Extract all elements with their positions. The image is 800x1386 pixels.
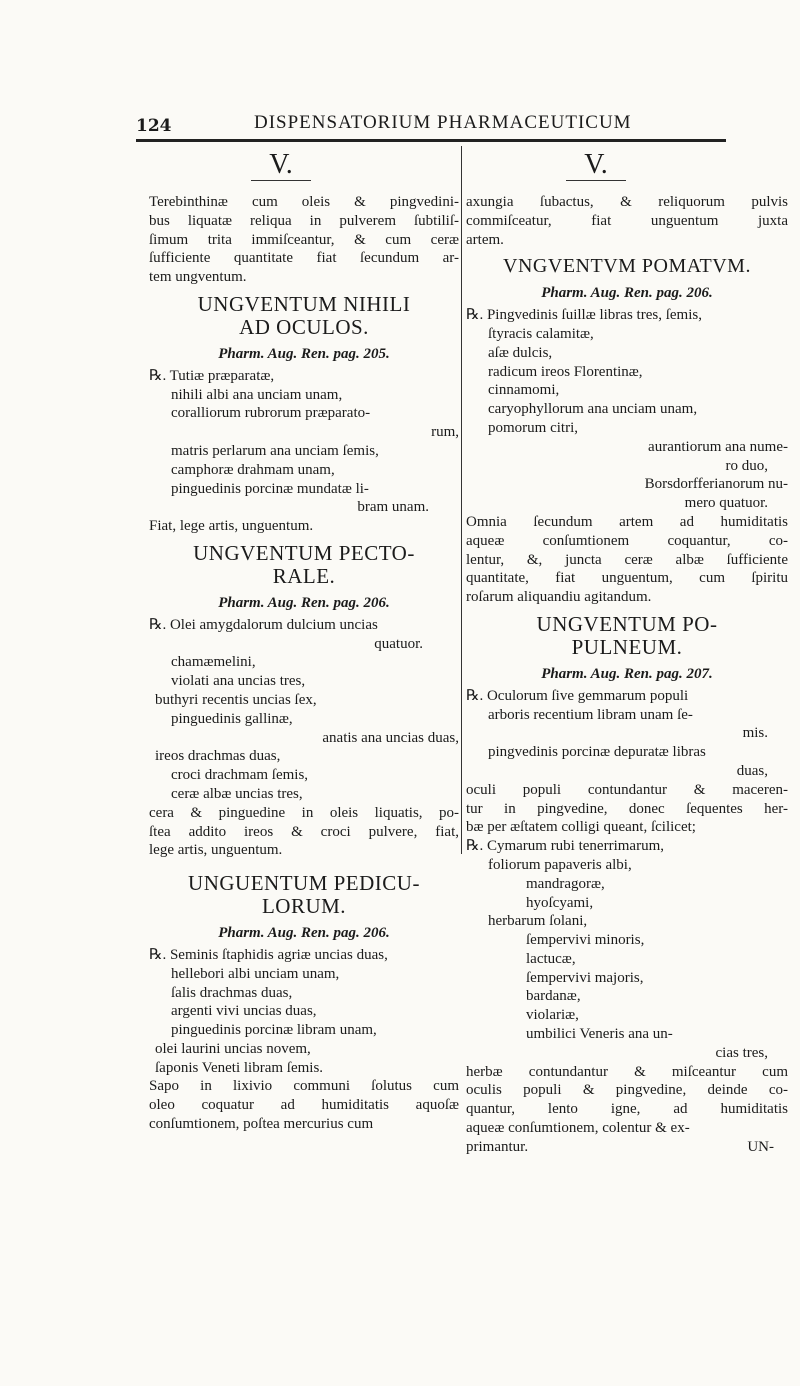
recipe-ingredient: hyoſcyami, <box>526 894 594 911</box>
recipe-ingredient: mis. <box>742 725 768 742</box>
recipe-ingredient: ſempervivi majoris, <box>526 969 644 986</box>
recipe-ingredient: bram unam. <box>357 499 429 516</box>
heading-line: UNGUENTUM PEDICU- <box>188 871 420 896</box>
text-line: ſufficiente quantitate fiat ſecundum ar- <box>149 250 459 267</box>
text-line: cera & pinguedine in oleis liquatis, po- <box>149 804 459 821</box>
recipe-ingredient: quatuor. <box>374 635 423 652</box>
recipe-ingredient: aurantiorum ana nume- <box>648 438 788 455</box>
section-heading <box>149 293 459 339</box>
heading-line: LORUM. <box>261 894 347 919</box>
text-line: Omnia ſecundum artem ad humiditatis <box>466 513 788 530</box>
text-line: herbæ contundantur & miſceantur cum <box>466 1063 788 1080</box>
recipe-ingredient: pinguedinis porcinæ libram unam, <box>171 1022 377 1039</box>
instruction <box>466 1063 788 1138</box>
text-line: quantitate, fiat unguentum, cum ſpiritu <box>466 570 788 587</box>
recipe-ingredient: hellebori albi unciam unam, <box>171 965 340 982</box>
text-line: oleo coquatur ad humiditatis aquoſæ <box>149 1097 459 1114</box>
recipe-ingredient: caryophyllorum ana unciam unam, <box>488 401 698 418</box>
recipe-ingredient: ℞. Olei amygdalorum dulcium uncias <box>149 616 378 633</box>
text-line: aqueæ conſumtionem coquantur, co- <box>466 532 788 549</box>
running-title: DISPENSATORIUM PHARMACEUTICUM <box>254 112 632 133</box>
intro-paragraph <box>149 193 459 287</box>
recipe-list <box>466 687 788 781</box>
instruction <box>466 781 788 837</box>
recipe-ingredient: coralliorum rubrorum præparato- <box>171 405 371 422</box>
text-line: ſtea addito ireos & croci pulvere, fiat, <box>149 823 459 840</box>
recipe-ingredient: violati ana uncias tres, <box>171 673 306 690</box>
recipe-ingredient: cinnamomi, <box>488 382 560 399</box>
header-rule <box>136 139 726 142</box>
recipe-ingredient: ℞. Seminis ſtaphidis agriæ uncias duas, <box>149 946 388 963</box>
page-number: 124 <box>136 116 172 136</box>
recipe-ingredient: ſaponis Veneti libram ſemis. <box>155 1059 324 1076</box>
heading-line: VNGVENTVM POMATVM. <box>503 255 751 278</box>
instruction: Fiat, lege artis, unguentum. <box>149 518 314 535</box>
heading-line: UNGVENTUM PECTO- <box>193 540 415 565</box>
instruction <box>149 1077 459 1133</box>
column-divider <box>461 146 462 854</box>
instruction <box>149 804 459 860</box>
right-column <box>466 150 788 1157</box>
recipe-ingredient: pomorum citri, <box>488 419 578 436</box>
text-line: Terebinthinæ cum oleis & pingvedini- <box>149 194 459 210</box>
recipe-ingredient: cias tres, <box>715 1044 768 1061</box>
recipe-ingredient: radicum ireos Florentinæ, <box>488 363 643 380</box>
text-line: lege artis, unguentum. <box>149 842 283 859</box>
recipe-ingredient: ſtyracis calamitæ, <box>488 325 594 342</box>
recipe-ingredient: foliorum papaveris albi, <box>488 856 632 873</box>
text-line: bæ per æſtatem colligi queant, ſcilicet; <box>466 819 696 836</box>
heading-line: UNGVENTUM PO- <box>536 611 718 636</box>
text-line: ſimum trita immiſceantur, & cum ceræ <box>149 231 459 248</box>
pharmacopoeia-reference: Pharm. Aug. Ren. pag. 206. <box>218 594 390 611</box>
recipe-ingredient: violariæ, <box>526 1007 579 1024</box>
recipe-list <box>466 306 788 513</box>
recipe-ingredient: ℞. Pingvedinis ſuillæ libras tres, ſemis, <box>466 307 702 324</box>
recipe-ingredient: aſæ dulcis, <box>488 344 553 361</box>
text-line: tem ungventum. <box>149 269 247 286</box>
recipe-ingredient: croci drachmam ſemis, <box>171 767 309 784</box>
text-line: Sapo in lixivio communi ſolutus cum <box>149 1078 459 1095</box>
recipe-ingredient: mero quatuor. <box>684 495 768 512</box>
closing-text: primantur. <box>466 1138 529 1155</box>
text-line: axungia ſubactus, & reliquorum pulvis <box>466 194 788 210</box>
recipe-ingredient: chamæmelini, <box>171 654 256 671</box>
text-line: artem. <box>466 231 504 248</box>
recipe-ingredient: pinguedinis gallinæ, <box>171 710 293 727</box>
intro-paragraph <box>466 193 788 249</box>
text-line: aqueæ conſumtionem, colentur & ex- <box>466 1120 690 1137</box>
text-line: commiſceatur, fiat unguentum juxta <box>466 212 788 229</box>
pharmacopoeia-reference: Pharm. Aug. Ren. pag. 206. <box>218 925 390 942</box>
recipe-ingredient: olei laurini uncias novem, <box>155 1040 311 1057</box>
recipe-ingredient: ℞. Cymarum rubi tenerrimarum, <box>466 838 664 855</box>
catchword: UN- <box>747 1138 774 1155</box>
recipe-ingredient: ro duo, <box>725 457 768 474</box>
recipe-ingredient: duas, <box>736 762 768 779</box>
heading-line: RALE. <box>272 563 336 588</box>
recipe-ingredient: mandragoræ, <box>526 875 605 892</box>
heading-line: PULNEUM. <box>571 634 683 659</box>
left-column <box>149 150 459 1134</box>
text-line: lentur, &, juncta ceræ albæ ſufficiente <box>466 551 788 568</box>
text-line: conſumtionem, poſtea mercurius cum <box>149 1116 374 1133</box>
final-line <box>466 1138 788 1157</box>
column-letter: V. <box>566 150 626 181</box>
recipe-list <box>149 367 459 517</box>
text-line: tur in pingvedine, donec ſequentes her- <box>466 800 788 817</box>
recipe-ingredient: anatis ana uncias duas, <box>322 729 459 746</box>
recipe-ingredient: ℞. Tutiæ præparatæ, <box>149 367 275 384</box>
recipe-ingredient: ireos drachmas duas, <box>155 748 281 765</box>
recipe-ingredient: ſalis drachmas duas, <box>171 984 293 1001</box>
recipe-ingredient: matris perlarum ana unciam ſemis, <box>171 442 379 459</box>
heading-line: UNGVENTUM NIHILI <box>197 291 411 316</box>
recipe-ingredient: lactucæ, <box>526 950 576 967</box>
text-line: quantur, lento igne, ad humiditatis <box>466 1101 788 1118</box>
section-heading <box>466 255 788 278</box>
section-heading <box>149 872 459 918</box>
text-line: roſarum aliquandiu agitandum. <box>466 589 652 606</box>
recipe-ingredient: ceræ albæ uncias tres, <box>171 785 303 802</box>
pharmacopoeia-reference: Pharm. Aug. Ren. pag. 205. <box>218 345 390 362</box>
recipe-ingredient: ſempervivi minoris, <box>526 932 645 949</box>
recipe-ingredient: herbarum ſolani, <box>488 913 588 930</box>
recipe-list <box>466 837 788 1063</box>
text-line: oculis populi & pingvedine, deinde co- <box>466 1082 788 1099</box>
recipe-list <box>149 616 459 804</box>
recipe-list <box>149 946 459 1078</box>
recipe-ingredient: camphoræ drahmam unam, <box>171 461 335 478</box>
recipe-ingredient: argenti vivi uncias duas, <box>171 1003 317 1020</box>
recipe-ingredient: buthyri recentis uncias ſex, <box>155 691 317 708</box>
recipe-ingredient: pinguedinis porcinæ mundatæ li- <box>171 480 369 497</box>
recipe-ingredient: arboris recentium libram unam ſe- <box>488 706 693 723</box>
text-line: oculi populi contundantur & maceren- <box>466 781 788 798</box>
instruction <box>466 513 788 607</box>
recipe-ingredient: bardanæ, <box>526 988 581 1005</box>
pharmacopoeia-reference: Pharm. Aug. Ren. pag. 206. <box>541 285 713 302</box>
pharmacopoeia-reference: Pharm. Aug. Ren. pag. 207. <box>541 665 713 682</box>
recipe-ingredient: umbilici Veneris ana un- <box>526 1026 673 1043</box>
recipe-ingredient: pingvedinis porcinæ depuratæ libras <box>488 744 706 761</box>
text-line: bus liquatæ reliqua in pulverem ſubtiliſ- <box>149 212 459 229</box>
column-letter: V. <box>251 150 311 181</box>
section-heading <box>149 542 459 588</box>
recipe-ingredient: Borsdorfferianorum nu- <box>644 476 788 493</box>
heading-line: AD OCULOS. <box>239 314 369 339</box>
recipe-ingredient: rum, <box>431 424 459 441</box>
recipe-ingredient: nihili albi ana unciam unam, <box>171 386 343 403</box>
recipe-ingredient: ℞. Oculorum ſive gemmarum populi <box>466 687 689 704</box>
section-heading <box>466 613 788 659</box>
